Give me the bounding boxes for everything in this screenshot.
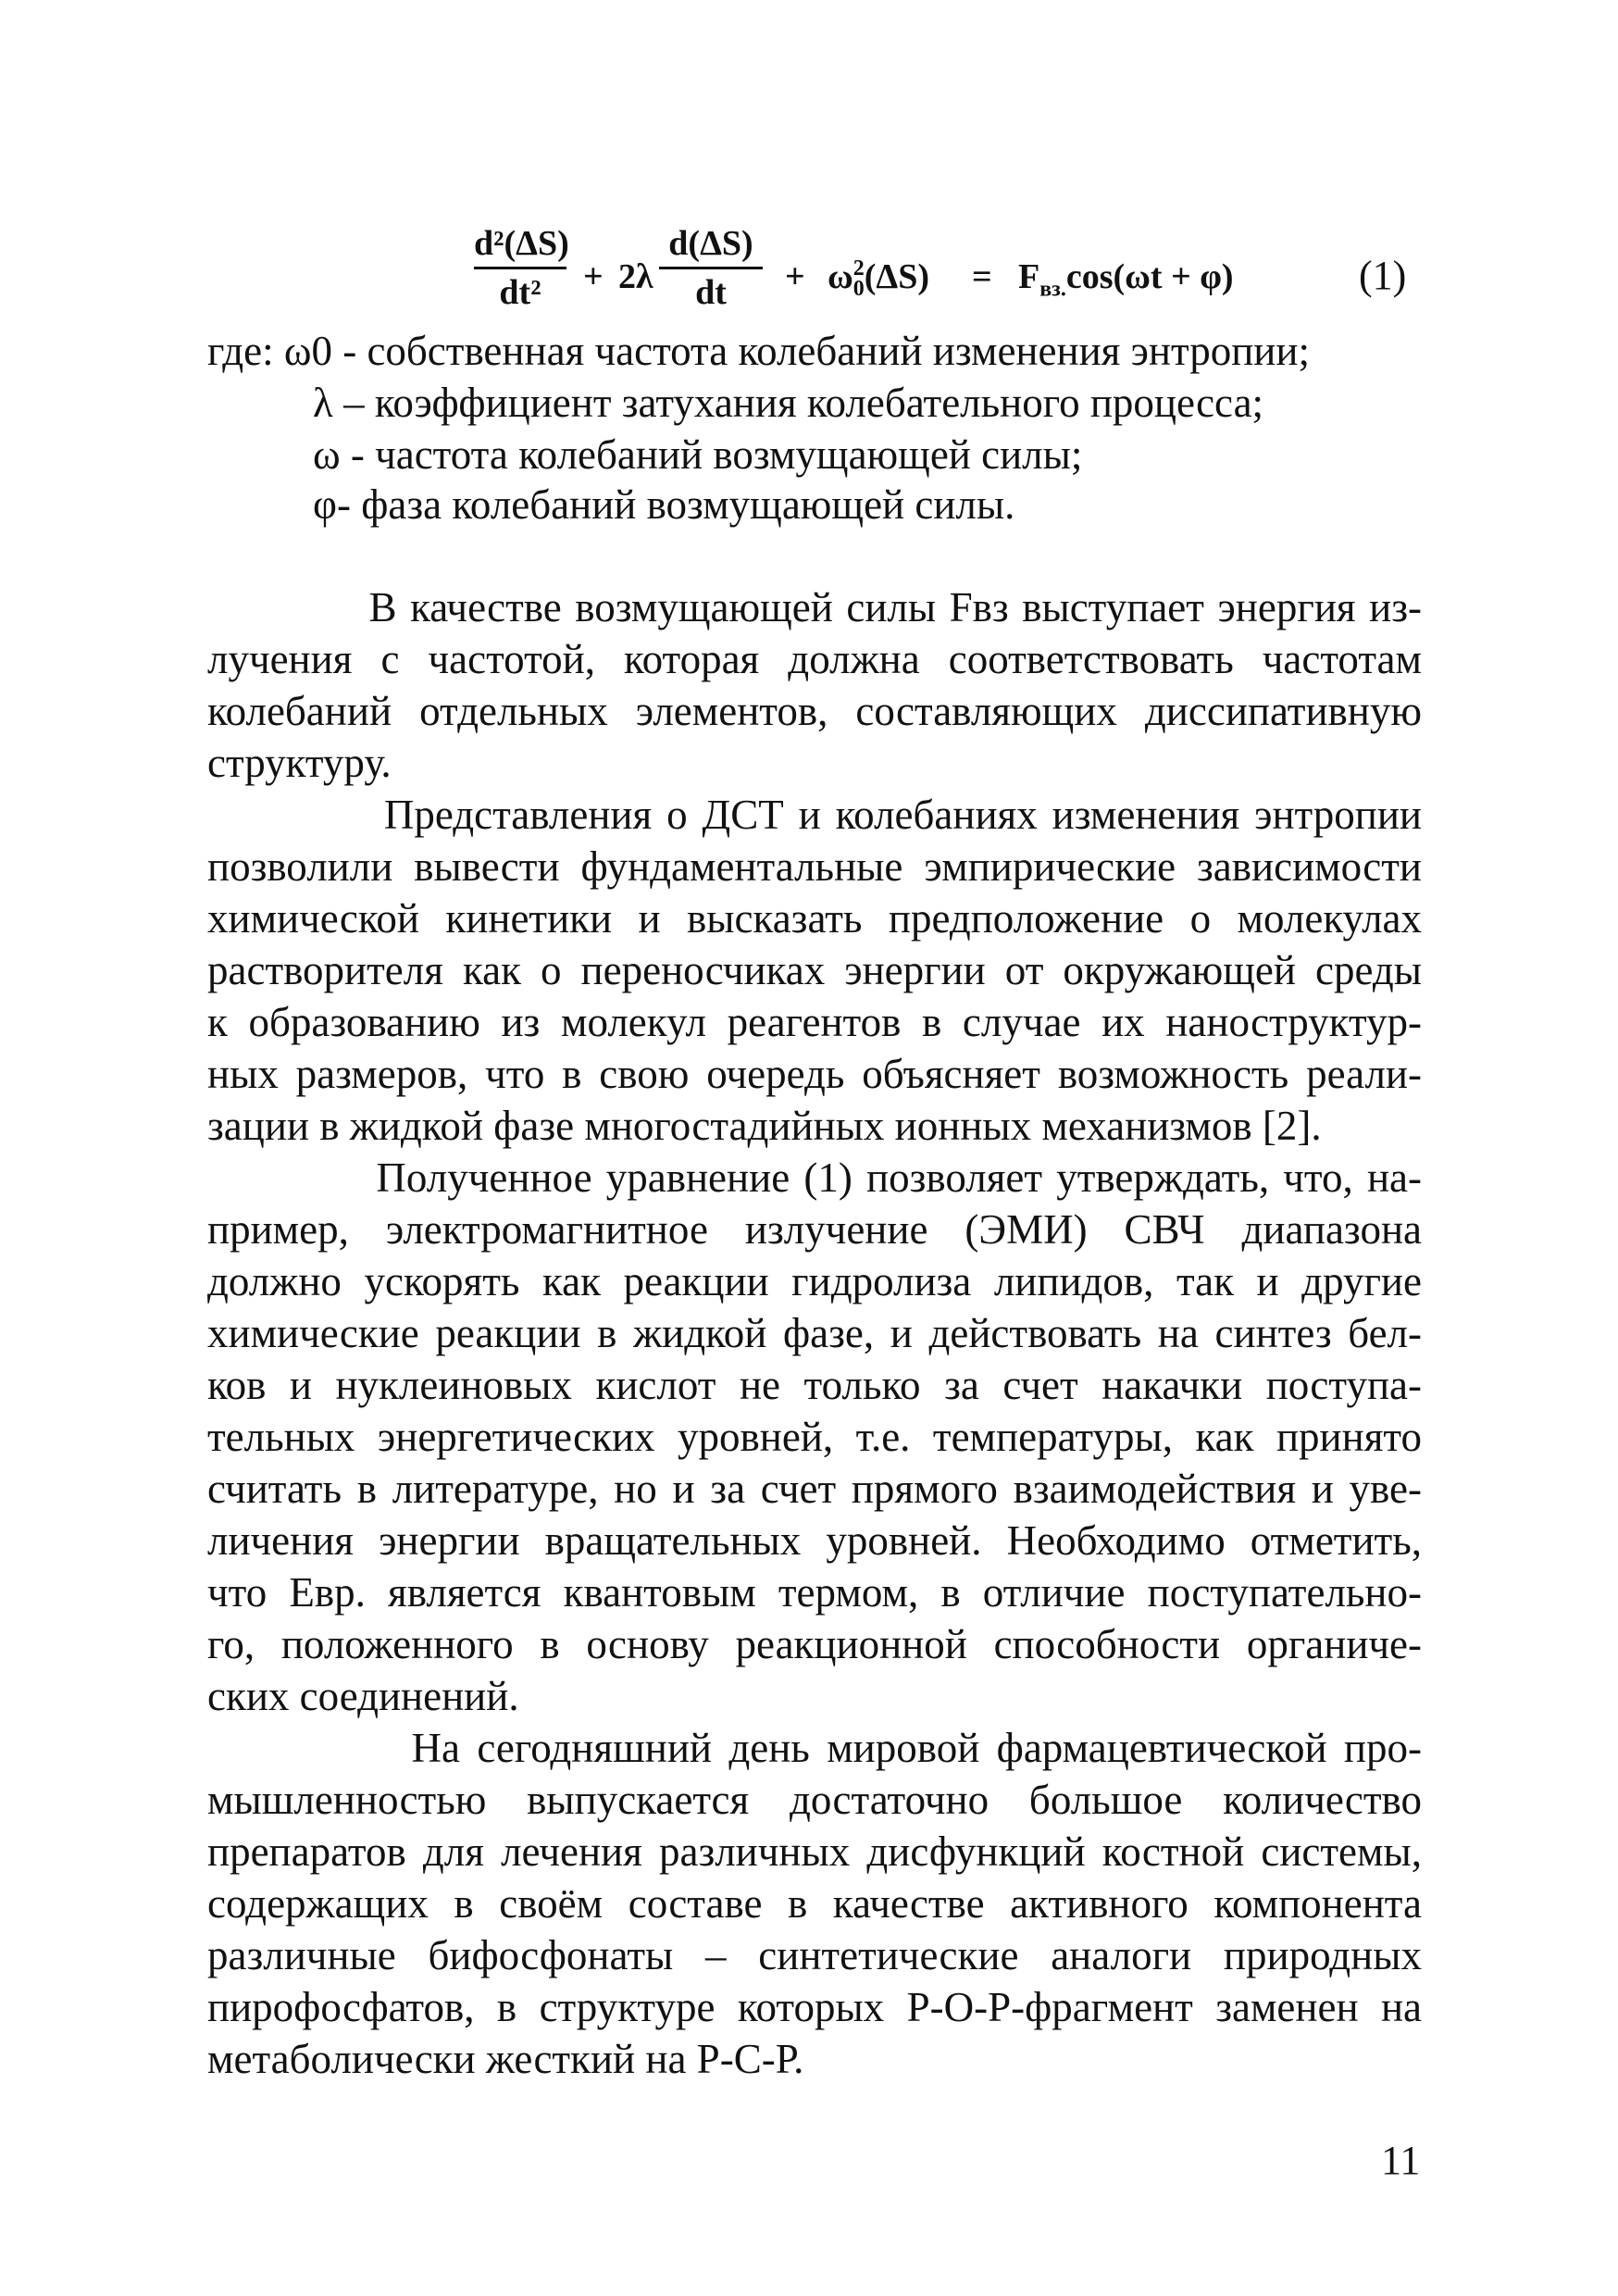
paragraph-line: тельных энергетических уровней, т.е. температуры, как принято [207, 1414, 1422, 1460]
omega-argument: (ΔS) [864, 257, 930, 296]
paragraph-line: ков и нуклеиновых кислот не только за счет накачки поступа- [207, 1362, 1422, 1408]
natural-frequency-term [828, 256, 929, 299]
plus-sign: + [785, 257, 805, 296]
paragraph-3 [207, 1152, 1422, 1722]
driving-force-term [1018, 256, 1234, 311]
damping-coefficient: 2λ [618, 257, 653, 296]
paragraph-line: различные бифосфонаты – синтетические аналоги природных [207, 1932, 1422, 1978]
cosine-function: cos(ωt + φ) [1065, 257, 1234, 296]
paragraph-line: содержащих в своём составе в качестве активного компонента [207, 1880, 1422, 1927]
omega-symbol: ω [828, 257, 853, 296]
equals-sign: = [972, 257, 992, 296]
paragraph-line: ных размеров, что в свою очередь объясняет возможность реали- [207, 1051, 1422, 1097]
paragraph-line: На сегодняшний день мировой фармацевтической про- [207, 1725, 1422, 1771]
definition-omega0: где: ω0 - собственная частота колебаний изменения энтропии; [207, 328, 1310, 374]
paragraph-line: личения энергии вращательных уровней. Необходимо отметить, [207, 1517, 1422, 1564]
page-number: 11 [1381, 2138, 1421, 2183]
paragraph-line: должно ускорять как реакции гидролиза липидов, так и другие [207, 1258, 1422, 1304]
paragraph-line: колебаний отдельных элементов, составляющих диссипативную [207, 688, 1422, 734]
fraction-denominator: dt [695, 273, 727, 312]
definition-lambda: λ – коэффициент затухания колебательного процесса; [313, 380, 1264, 426]
paragraph-line: к образованию из молекул реагентов в случае их наноструктур- [207, 999, 1422, 1045]
paragraph-line: структуру. [207, 740, 392, 786]
paragraph-2 [207, 789, 1422, 1152]
paragraph-line: растворителя как о переносчиках энергии от окружающей среды [207, 947, 1422, 993]
fraction-numerator: d²(ΔS) [474, 224, 569, 263]
paragraph-line: Полученное уравнение (1) позволяет утверждать, что, на- [207, 1154, 1422, 1201]
paragraph-line: считать в литературе, но и за счет прямого взаимодействия и уве- [207, 1466, 1422, 1512]
fraction-first-derivative [659, 222, 763, 314]
paragraph-1 [207, 581, 1422, 789]
paragraph-line: В качестве возмущающей силы Fвз выступает энергия из- [207, 584, 1422, 630]
omega-superscript: 2 [853, 256, 865, 281]
paragraph-line: пирофосфатов, в структуре которых Р-О-Р-фрагмент заменен на [207, 1984, 1422, 2030]
fraction-bar [474, 267, 566, 269]
paragraph-4 [207, 1722, 1422, 2085]
definition-phi: φ- фаза колебаний возмущающей силы. [313, 481, 1015, 528]
paragraph-line: го, положенного в основу реакционной способности органиче- [207, 1621, 1422, 1667]
paragraph-line: лучения с частотой, которая должна соответствовать частотам [207, 636, 1422, 682]
fraction-second-derivative [474, 222, 569, 314]
paragraph-line: метаболически жесткий на Р-С-Р. [207, 2036, 804, 2082]
force-subscript: вз. [1039, 277, 1066, 302]
definition-omega: ω - частота колебаний возмущающей силы; [313, 431, 1083, 478]
paragraph-line: химические реакции в жидкой фазе, и действовать на синтез бел- [207, 1310, 1422, 1356]
equation [474, 222, 1270, 333]
equation-number: (1) [1359, 253, 1407, 298]
paragraph-line: ских соединений. [207, 1673, 519, 1719]
paragraph-line: мышленностью выпускается достаточно большое количество [207, 1777, 1422, 1823]
fraction-bar [659, 267, 763, 269]
fraction-numerator: d(ΔS) [668, 224, 753, 263]
paragraph-line: что Евр. является квантовым термом, в отличие поступательно- [207, 1569, 1422, 1616]
paragraph-line: химической кинетики и высказать предположение о молекулах [207, 895, 1422, 942]
paragraph-line: препаратов для лечения различных дисфункций костной системы, [207, 1828, 1422, 1875]
plus-sign: + [583, 257, 604, 296]
omega-indices [853, 258, 865, 299]
force-symbol: F [1018, 257, 1040, 296]
paragraph-line: пример, электромагнитное излучение (ЭМИ) СВЧ диапазона [207, 1206, 1422, 1253]
paragraph-line: зации в жидкой фазе многостадийных ионных механизмов [2]. [207, 1103, 1322, 1149]
paragraph-line: позволили вывести фундаментальные эмпирические зависимости [207, 843, 1422, 890]
fraction-denominator: dt² [499, 273, 541, 312]
paragraph-line: Представления о ДСТ и колебаниях изменения энтропии [207, 792, 1422, 838]
omega-subscript: 0 [853, 277, 865, 301]
